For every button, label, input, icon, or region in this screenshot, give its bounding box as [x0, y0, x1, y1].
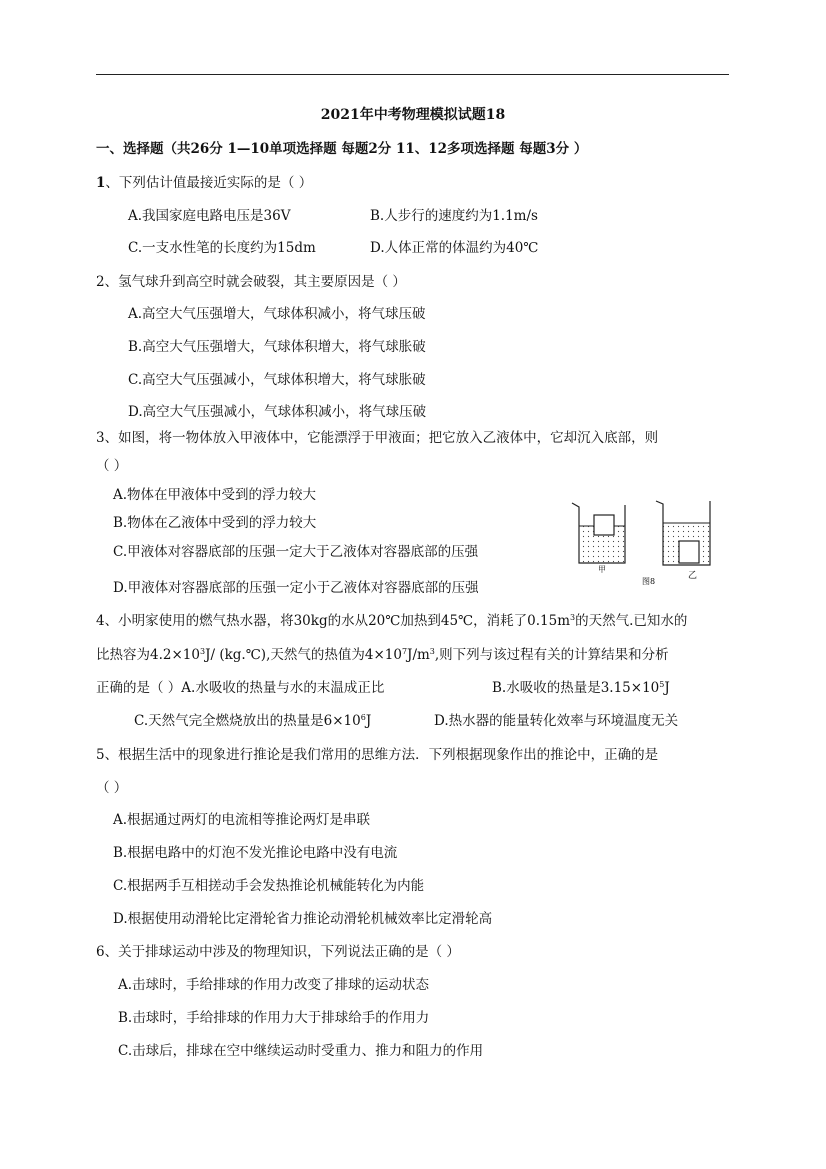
q3-option-a: A.物体在甲液体中受到的浮力较大 — [113, 487, 317, 503]
q5-option-c: C.根据两手互相搓动手会发热推论机械能转化为内能 — [113, 878, 425, 894]
object-floating — [594, 515, 614, 535]
q3-option-d: D.甲液体对容器底部的压强一定小于乙液体对容器底部的压强 — [113, 580, 479, 596]
q5-option-a: A.根据通过两灯的电流相等推论两灯是串联 — [113, 812, 371, 828]
q1-option-c: C.一支水性笔的长度约为15dm — [128, 240, 316, 256]
q2-option-c: C.高空大气压强减小，气球体积增大，将气球胀破 — [128, 372, 426, 388]
question-1-stem: 1、下列估计值最接近实际的是（ ） — [96, 175, 313, 191]
question-5-stem: 5、根据生活中的现象进行推论是我们常用的思维方法．下列根据现象作出的推论中，正确的是 — [96, 747, 659, 763]
question-6-stem: 6、关于排球运动中涉及的物理知识，下列说法正确的是（ ） — [96, 944, 460, 960]
section-heading: 一、选择题（共26分 1—10单项选择题 每题2分 11、12多项选择题 每题3分 ） — [96, 141, 588, 157]
q1-option-a: A.我国家庭电路电压是36V — [128, 208, 291, 224]
q4-option-d: D.热水器的能量转化效率与环境温度无关 — [434, 713, 679, 729]
label-fig8: 图8 — [642, 577, 656, 586]
page-title: 2021年中考物理模拟试题18 — [320, 107, 506, 123]
q1-option-b: B.人步行的速度约为1.1m/s — [370, 208, 538, 224]
q6-option-a: A.击球时，手给排球的作用力改变了排球的运动状态 — [118, 977, 430, 993]
question-4-line-3: 正确的是（ ）A.水吸收的热量与水的末温成正比 — [96, 680, 385, 696]
q5-option-b: B.根据电路中的灯泡不发光推论电路中没有电流 — [113, 845, 398, 861]
q2-option-a: A.高空大气压强增大，气球体积减小，将气球压破 — [128, 306, 426, 322]
question-4-line-1: 4、小明家使用的燃气热水器，将30kg的水从20℃加热到45℃，消耗了$0.15m^3$的天然气.已知水的 — [96, 613, 688, 629]
q5-option-d: D.根据使用动滑轮比定滑轮省力推论动滑轮机械效率比定滑轮高 — [113, 911, 493, 927]
q6-option-b: B.击球时，手给排球的作用力大于排球给手的作用力 — [118, 1010, 430, 1026]
q4-option-c: C.天然气完全燃烧放出的热量是$6\times 10^6J$ — [134, 713, 372, 729]
q1-option-d: D.人体正常的体温约为40℃ — [370, 240, 539, 256]
q4-option-b: B.水吸收的热量是$3.15\times 10^5J$ — [492, 680, 670, 696]
q3-option-b: B.物体在乙液体中受到的浮力较大 — [113, 515, 317, 531]
q6-option-c: C.击球后，排球在空中继续运动时受重力、推力和阻力的作用 — [118, 1043, 484, 1059]
question-5-answer-blank: （ ） — [96, 780, 128, 796]
label-yi: 乙 — [688, 571, 698, 581]
question-3-stem: 3、如图，将一物体放入甲液体中，它能漂浮于甲液面；把它放入乙液体中，它却沉入底部，则 — [96, 430, 659, 446]
object-sunk — [679, 541, 699, 563]
q3-option-c: C.甲液体对容器底部的压强一定大于乙液体对容器底部的压强 — [113, 544, 479, 560]
label-jia: 甲 — [598, 565, 606, 574]
figure-8-beakers — [562, 495, 732, 595]
question-2-stem: 2、氢气球升到高空时就会破裂，其主要原因是（ ） — [96, 274, 406, 290]
question-3-answer-blank: （ ） — [96, 458, 128, 474]
header-rule — [96, 74, 729, 75]
q2-option-b: B.高空大气压强增大，气球体积增大，将气球胀破 — [128, 339, 426, 355]
q2-option-d: D.高空大气压强减小，气球体积减小，将气球压破 — [128, 404, 427, 420]
question-4-line-2: 比热容为$4.2\times 10^3J/$ (kg.℃),天然气的热值为$4\times 10^7J/m^3$,则下列与该过程有关的计算结果和分析 — [96, 647, 669, 663]
